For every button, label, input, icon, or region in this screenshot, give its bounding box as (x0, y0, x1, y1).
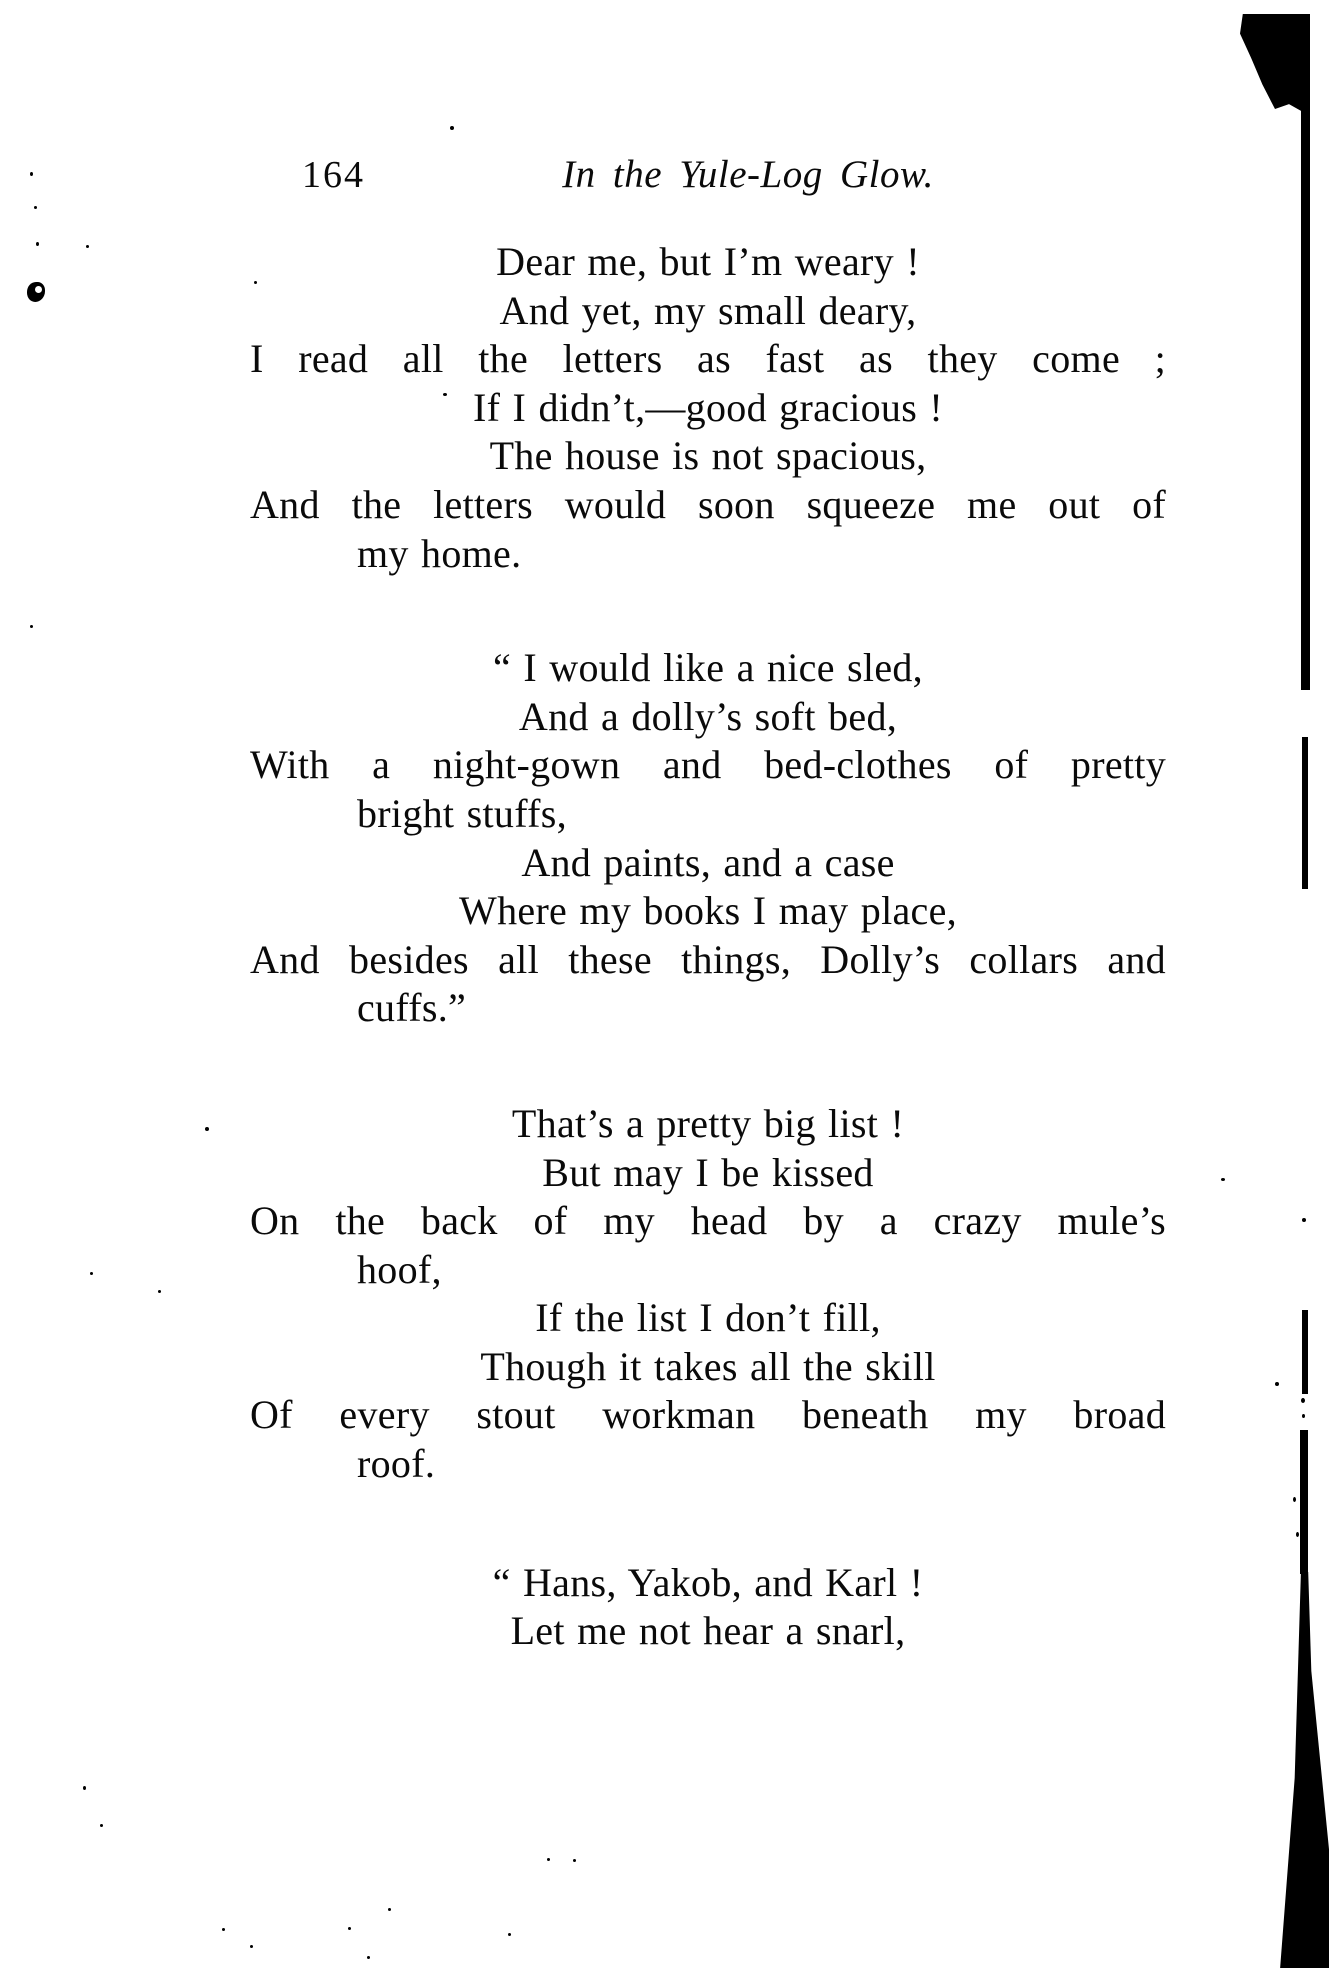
ink-speck (547, 1858, 550, 1861)
poem-line: If the list I don’t fill, (535, 1295, 881, 1341)
ink-speck (30, 625, 33, 628)
ink-speck (100, 1824, 103, 1827)
poem-line: If I didn’t,—good gracious ! (472, 384, 943, 430)
poem-line: Though it takes all the skill (480, 1343, 936, 1389)
running-header (0, 155, 1329, 197)
scan-edge-line (1301, 14, 1310, 690)
ink-speck (36, 242, 39, 246)
stanza (250, 238, 1166, 578)
scan-edge-line (1300, 1430, 1308, 1574)
ink-speck (508, 1933, 511, 1936)
scan-smudge-top-right (1233, 14, 1303, 112)
poem-line: I read all the letters as fast as they come ; (250, 336, 1166, 382)
poem-line: And a dolly’s soft bed, (518, 693, 898, 739)
ink-speck (86, 245, 89, 248)
page-number: 164 (302, 154, 365, 196)
ink-speck (443, 393, 447, 396)
scan-edge-line (1302, 737, 1308, 889)
poem-line: hoof, (357, 1246, 442, 1292)
ink-speck (250, 1945, 253, 1948)
ink-speck (83, 1786, 86, 1790)
poem-line: bright stuffs, (357, 790, 567, 836)
ink-speck (367, 1956, 370, 1959)
ink-speck (1301, 1398, 1305, 1403)
poem (250, 238, 1166, 1656)
ink-speck (348, 1927, 351, 1930)
ink-speck (1296, 1532, 1299, 1537)
ink-speck (158, 1290, 161, 1293)
ink-speck (34, 206, 37, 209)
poem-line: Dear me, but I’m weary ! (496, 239, 920, 284)
poem-line: Where my books I may place, (459, 888, 957, 934)
ink-speck (254, 281, 257, 284)
ink-blot (35, 286, 42, 293)
scan-smudge-bottom-right (1277, 1572, 1329, 1968)
stanza (250, 1559, 1166, 1656)
poem-line: With a night-gown and bed-clothes of pretty (250, 742, 1166, 788)
ink-speck (1302, 1414, 1305, 1418)
ink-speck (1221, 1178, 1225, 1181)
scan-edge-line (1302, 1310, 1308, 1394)
ink-speck (388, 1908, 391, 1911)
ink-speck (30, 172, 33, 176)
poem-line: The house is not spacious, (489, 433, 927, 479)
poem-line: And the letters would soon squeeze me out of (250, 481, 1166, 527)
ink-speck (1302, 1218, 1306, 1222)
poem-line: Of every stout workman beneath my broad (250, 1392, 1166, 1438)
poem-line: Let me not hear a snarl, (510, 1608, 906, 1654)
poem-line: That’s a pretty big list ! (511, 1100, 905, 1146)
running-title: In the Yule-Log Glow. (562, 153, 934, 196)
stanza (250, 644, 1166, 1033)
ink-speck (1275, 1382, 1279, 1386)
stanza (250, 1100, 1166, 1489)
poem-line: And yet, my small deary, (499, 287, 917, 333)
ink-speck (90, 1272, 93, 1275)
poem-line: “ I would like a nice sled, (493, 645, 923, 691)
poem-line: “ Hans, Yakob, and Karl ! (492, 1559, 924, 1605)
ink-speck (573, 1859, 576, 1862)
poem-line: And paints, and a case (521, 839, 895, 885)
ink-speck (1293, 1497, 1296, 1502)
poem-line: But may I be kissed (542, 1149, 874, 1195)
poem-line: cuffs.” (357, 985, 467, 1031)
ink-speck (450, 126, 454, 130)
ink-speck (222, 1928, 225, 1931)
ink-speck (205, 1127, 209, 1131)
poem-line: my home. (357, 530, 522, 576)
poem-line: roof. (357, 1441, 436, 1487)
poem-line: On the back of my head by a crazy mule’s (250, 1198, 1166, 1244)
poem-line: And besides all these things, Dolly’s collars and (250, 936, 1166, 982)
